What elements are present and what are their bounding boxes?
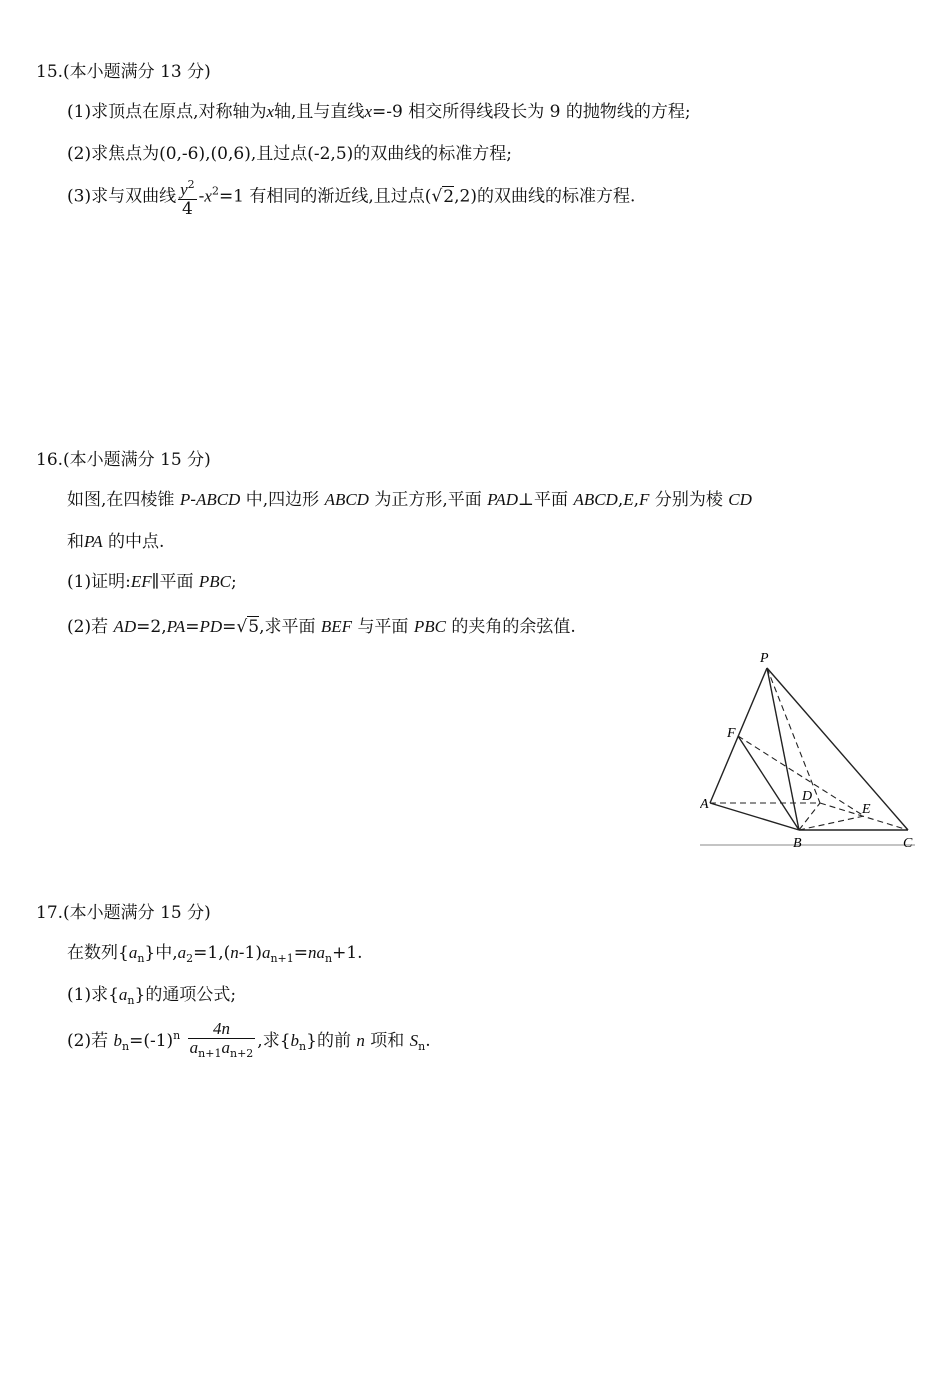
edge-PA [710, 668, 767, 803]
q15-part2: (2)求焦点为(0,-6),(0,6),且过点(-2,5)的双曲线的标准方程; [67, 144, 513, 164]
q16-part1: (1)证明:EF∥平面 PBC; [67, 572, 237, 592]
hyperbola-fraction: $\frac{y^2}{4}$ [180, 178, 195, 219]
label-C: C [903, 836, 913, 850]
edge-PC [767, 668, 908, 830]
q16-part2: (2)若 AD=2,PA=PD=√5,求平面 BEF 与平面 PBC 的夹角的余弦值. [67, 617, 576, 637]
label-P: P [760, 651, 769, 666]
q16-intro-line2: 和PA 的中点. [67, 532, 165, 552]
edge-PD [767, 668, 820, 803]
b-n-fraction: $\frac{4n}{a_{n+1}a_{n+2}}$ [189, 1019, 254, 1060]
label-B: B [793, 836, 802, 850]
q15-header: 15.(本小题满分 13 分) [36, 62, 211, 82]
segment-FE [738, 736, 864, 816]
q17-intro: 在数列$\{a_n\}$中$,a_2=1,(n-1)a_{n+1}=na_n+1$. [67, 943, 363, 965]
edge-AB [710, 803, 799, 830]
pyramid-figure [700, 648, 915, 850]
label-F: F [727, 726, 736, 741]
label-A: A [700, 797, 709, 812]
q15-part3: (3)求与双曲线 $\frac{y^2}{4}$ $-x^2=1$ 有相同的渐近线,且过点(√2,2)的双曲线的标准方程. [67, 178, 636, 219]
q17-part2: (2)若 $b_n=(-1)^n$ $\frac{4n}{a_{n+1}a_{n+2}}$ ,求$\{b_n\}$的前 n 项和 $S_n$. [67, 1020, 431, 1063]
label-D: D [802, 789, 813, 804]
q15-part1: (1)求顶点在原点,对称轴为x轴,且与直线x=-9 相交所得线段长为 9 的抛物线的方程; [67, 102, 691, 122]
q16-header: 16.(本小题满分 15 分) [36, 450, 211, 470]
q16-intro-line1: 如图,在四棱锥 P-ABCD 中,四边形 ABCD 为正方形,平面 PAD⊥平面 ABCD,E,F 分别为棱 CD [67, 490, 752, 510]
label-E: E [862, 802, 871, 817]
segment-BD [799, 803, 820, 830]
q17-part1: (1)求$\{a_n\}$的通项公式; [67, 985, 237, 1007]
sqrt-radical: √ [431, 186, 443, 207]
sqrt-radical: √ [236, 617, 248, 637]
q17-header: 17.(本小题满分 15 分) [36, 903, 211, 923]
